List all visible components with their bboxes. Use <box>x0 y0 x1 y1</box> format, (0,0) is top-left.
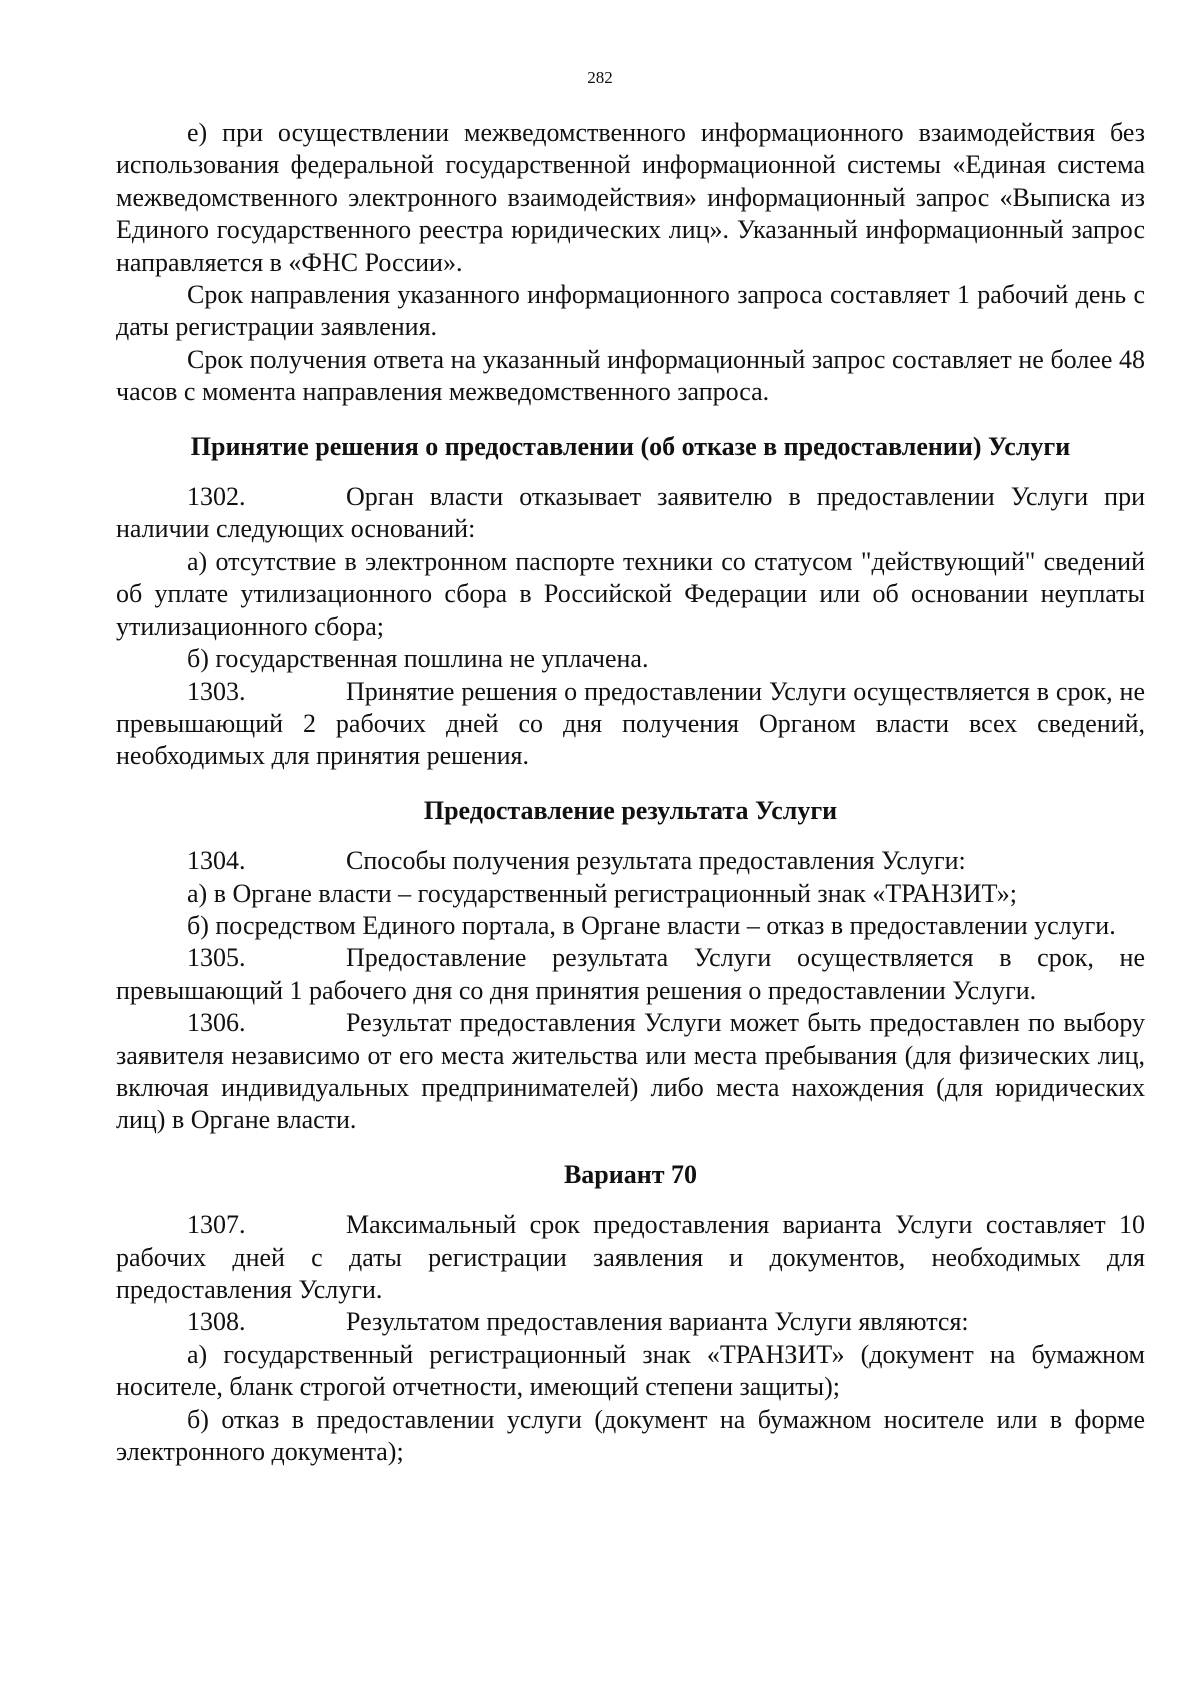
paragraph-text: Результатом предоставления варианта Услуги являются: <box>346 1307 969 1337</box>
paragraph-number: 1308. <box>187 1307 246 1337</box>
paragraph: Срок направления указанного информационного запроса составляет 1 рабочий день с даты регистрации заявления. <box>116 280 1145 342</box>
section-heading: Принятие решения о предоставлении (об отказе в предоставлении) Услуги <box>190 431 1071 461</box>
numbered-paragraph <box>116 1306 1145 1338</box>
numbered-paragraph <box>116 942 1145 1007</box>
list-item: б) посредством Единого портала, в Органе власти – отказ в предоставлении услуги. <box>187 910 1116 940</box>
paragraph-number: 1304. <box>187 846 246 876</box>
section-heading: Предоставление результата Услуги <box>423 795 838 825</box>
list-item: б) отказ в предоставлении услуги (документ на бумажном носителе или в форме электронного документа); <box>116 1404 1145 1467</box>
paragraph-text: Орган власти отказывает заявителю в предоставлении Услуги при наличии следующих оснований: <box>116 482 1145 544</box>
paragraph-number: 1302. <box>187 482 246 512</box>
paragraph: Срок получения ответа на указанный информационный запрос составляет не более 48 часов с момента направления межведомственного запроса. <box>116 344 1145 407</box>
list-item: а) отсутствие в электронном паспорте техники со статусом "действующий" сведений об уплате утилизационного сбора в Российской Федерации или об основании неуплаты утилизационного сбора; <box>116 546 1145 641</box>
page-number: 282 <box>587 68 613 87</box>
numbered-paragraph <box>116 481 1145 546</box>
paragraph-text: Предоставление результата Услуги осуществляется в срок, не превышающий 1 рабочего дня со дня принятия решения о предоставлении Услуги. <box>116 943 1145 1005</box>
numbered-paragraph <box>116 845 1145 877</box>
paragraph-text: Максимальный срок предоставления варианта Услуги составляет 10 рабочих дней с даты регистрации заявления и документов, необходимых для предоставления Услуги. <box>116 1210 1145 1304</box>
paragraph-text: Результат предоставления Услуги может быть предоставлен по выбору заявителя независимо от его места жительства или места пребывания (для физических лиц, включая индивидуальных предпринимателей) либо места нахождения (для юридических лиц) в Органе власти. <box>116 1008 1145 1135</box>
numbered-paragraph <box>116 1209 1145 1306</box>
list-item: а) государственный регистрационный знак «ТРАНЗИТ» (документ на бумажном носителе, бланк строгой отчетности, имеющий степени защиты); <box>116 1339 1145 1402</box>
numbered-paragraph <box>116 1007 1145 1137</box>
paragraph-number: 1307. <box>187 1210 246 1240</box>
paragraph-text: Способы получения результата предоставления Услуги: <box>346 846 966 876</box>
list-item: а) в Органе власти – государственный регистрационный знак «ТРАНЗИТ»; <box>187 878 1018 908</box>
paragraph-number: 1305. <box>187 943 246 973</box>
paragraph-text: Принятие решения о предоставлении Услуги осуществляется в срок, не превышающий 2 рабочих дней со дня получения Органом власти всех сведений, необходимых для принятия решения. <box>116 676 1145 771</box>
section-heading: Вариант 70 <box>563 1159 698 1189</box>
paragraph-number: 1303. <box>187 676 246 706</box>
numbered-paragraph <box>116 676 1145 773</box>
list-item: б) государственная пошлина не уплачена. <box>187 644 649 674</box>
paragraph-number: 1306. <box>187 1008 246 1038</box>
page-content <box>116 117 1145 1468</box>
paragraph: е) при осуществлении межведомственного информационного взаимодействия без использования федеральной государственной информационной системы «Единая система межведомственного электронного взаимодействия» информационный запрос «Выписка из Единого государственного реестра юридических лиц». Указанный информационный запрос направляется в «ФНС России». <box>116 118 1145 277</box>
